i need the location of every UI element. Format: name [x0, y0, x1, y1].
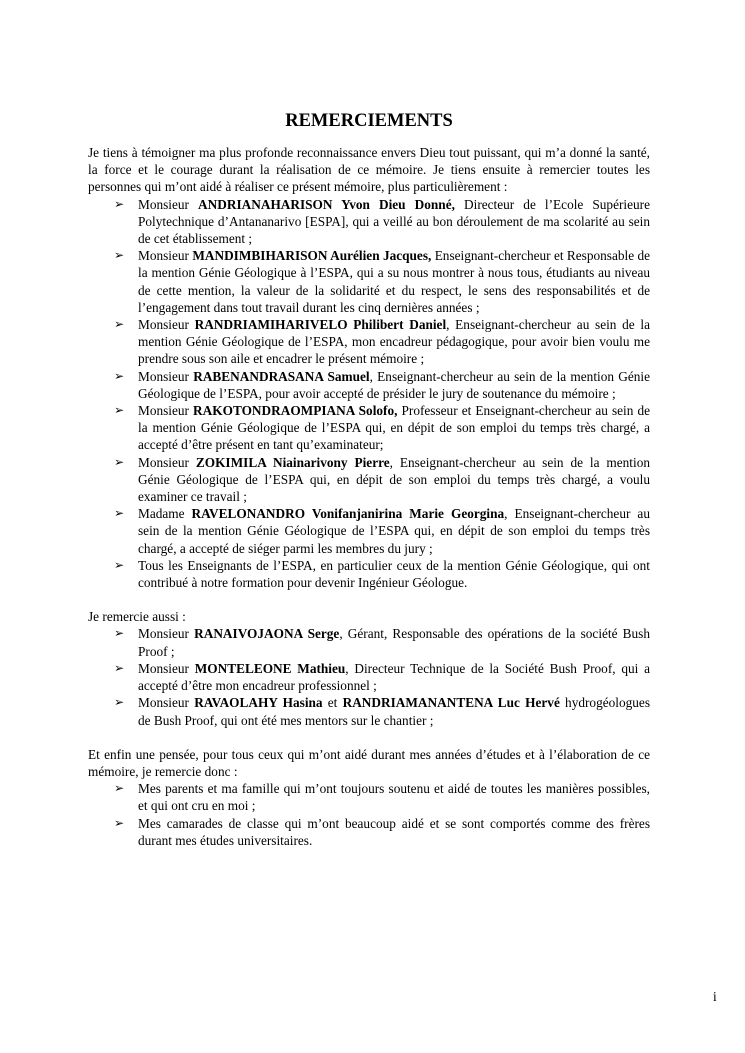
person-name: MONTELEONE Mathieu [194, 660, 346, 676]
item-text: Directeur de l’Ecole Supérieure Polytechnique d’Antananarivo [ESPA], qui a veillé au bon déroulement de ma scolarité au sein de cet établissement ; [138, 196, 650, 247]
arrow-bullet-icon: ➢ [114, 781, 125, 796]
list-item [114, 368, 650, 402]
person-name: RABENANDRASANA Samuel [193, 368, 370, 384]
person-name: RANAIVOJAONA Serge [194, 626, 340, 642]
item-text: , Gérant, Responsable des opérations de la société Bush Proof ; [138, 626, 650, 659]
page-number: i [713, 989, 717, 1004]
section-label: Je remercie aussi : [88, 609, 186, 625]
item-text: , Directeur Technique de la Société Bush Proof, qui a accepté d’être mon encadreur professionnel ; [138, 660, 651, 694]
list-item [114, 505, 650, 557]
list-item [114, 780, 650, 814]
arrow-bullet-icon: ➢ [114, 317, 125, 332]
item-text: Enseignant-chercheur et Responsable de la mention Génie Géologique à l’ESPA, qui a su nous montrer à nous tous, étudiants au niveau de cette mention, la valeur de la solidarité et du respect, le sens des responsabilités et de l’engagement dans tout travail durant les cinq dernières années ; [138, 248, 650, 315]
item-text: hydrogéologues de Bush Proof, qui ont été mes mentors sur le chantier ; [138, 695, 650, 728]
person-name: RAVAOLAHY Hasina [194, 695, 323, 711]
list-item [114, 694, 650, 728]
person-name: RAKOTONDRAOMPIANA Solofo, [193, 403, 398, 419]
list-item [114, 557, 650, 591]
list-item [114, 625, 650, 659]
item-text: , Enseignant-chercheur au sein de la mention Génie Géologique de l’ESPA qui, en dépit de son emploi du temps très chargé, a accepté de siéger parmi les membres du jury ; [138, 506, 650, 556]
arrow-bullet-icon: ➢ [114, 196, 125, 211]
arrow-bullet-icon: ➢ [114, 815, 125, 830]
person-name: RANDRIAMIHARIVELO Philibert Daniel [194, 317, 447, 333]
person-name: MANDIMBIHARISON Aurélien Jacques, [192, 248, 432, 264]
list-item [114, 402, 650, 454]
arrow-bullet-icon: ➢ [114, 506, 125, 521]
item-prefix: Monsieur [138, 317, 195, 333]
item-prefix: Monsieur [138, 196, 199, 212]
item-text: , Enseignant-chercheur au sein de la mention Génie Géologique de l’ESPA, mon encadreur pédagogique, pour avoir bien voulu me prendre sous son aile et encadrer le présent mémoire ; [138, 317, 651, 367]
page-title: REMERCIEMENTS [285, 111, 453, 131]
list-item [114, 815, 650, 849]
item-prefix: Monsieur [138, 248, 193, 264]
person-name: RANDRIAMANANTENA Luc Hervé [342, 695, 560, 711]
item-prefix: Monsieur [138, 368, 194, 384]
arrow-bullet-icon: ➢ [114, 660, 125, 675]
item-text: Mes parents et ma famille qui m’ont toujours soutenu et aidé de toutes les manières possibles, et qui ont cru en moi ; [138, 781, 650, 814]
list-item [114, 316, 651, 368]
arrow-bullet-icon: ➢ [114, 557, 125, 572]
item-prefix: Monsieur [138, 626, 195, 642]
item-text: Tous les Enseignants de l’ESPA, en particulier ceux de la mention Génie Géologique, qui ont contribué à notre formation pour devenir Ingénieur Géologue. [138, 557, 650, 591]
list-item [114, 454, 650, 506]
list-item [114, 660, 651, 694]
item-conjunction: et [322, 695, 343, 711]
item-prefix: Monsieur [138, 695, 195, 711]
arrow-bullet-icon: ➢ [114, 403, 125, 418]
arrow-bullet-icon: ➢ [114, 626, 125, 641]
arrow-bullet-icon: ➢ [114, 454, 125, 469]
intro-paragraph: Je tiens à témoigner ma plus profonde reconnaissance envers Dieu tout puissant, qui m’a donné la santé, la force et le courage durant la réalisation de ce mémoire. Je tiens ensuite à remercier toutes les personnes qui m’ont aidé à réaliser ce présent mémoire, plus particulièrement : [88, 145, 650, 195]
item-prefix: Monsieur [138, 660, 195, 676]
acknowledgement-list-family [88, 780, 650, 849]
arrow-bullet-icon: ➢ [114, 695, 125, 710]
outro-paragraph: Et enfin une pensée, pour tous ceux qui m’ont aidé durant mes années d’études et à l’élaboration de ce mémoire, je remercie donc : [88, 746, 650, 779]
acknowledgement-list-bush-proof [88, 625, 650, 728]
arrow-bullet-icon: ➢ [114, 248, 125, 263]
person-name: ANDRIANAHARISON Yvon Dieu Donné, [198, 196, 455, 212]
acknowledgement-list-espa [88, 196, 650, 592]
item-text: , Enseignant-chercheur au sein de la mention Génie Géologique de l’ESPA qui, en dépit de son emploi du temps très chargé, a voulu examiner ce travail ; [138, 454, 650, 505]
arrow-bullet-icon: ➢ [114, 368, 125, 383]
person-name: RAVELONANDRO Vonifanjanirina Marie Georgina [191, 506, 505, 522]
item-prefix: Monsieur [138, 454, 196, 470]
document-page [88, 0, 650, 849]
list-item [114, 247, 650, 316]
person-name: ZOKIMILA Niainarivony Pierre [195, 454, 390, 470]
item-text: , Enseignant-chercheur au sein de la mention Génie Géologique de l’ESPA, pour avoir accepté de présider le jury de soutenance du mémoire ; [138, 368, 650, 401]
item-prefix: Madame [138, 506, 192, 522]
list-item [114, 196, 650, 248]
item-text: Mes camarades de classe qui m’ont beaucoup aidé et se sont comportés comme des frères durant mes études universitaires. [138, 815, 650, 848]
item-text: Professeur et Enseignant-chercheur au sein de la mention Génie Géologique de l’ESPA qui, en dépit de son emploi du temps très chargé, a accepté d’être présent en tant qu’examinateur; [138, 403, 650, 453]
item-prefix: Monsieur [138, 403, 194, 419]
